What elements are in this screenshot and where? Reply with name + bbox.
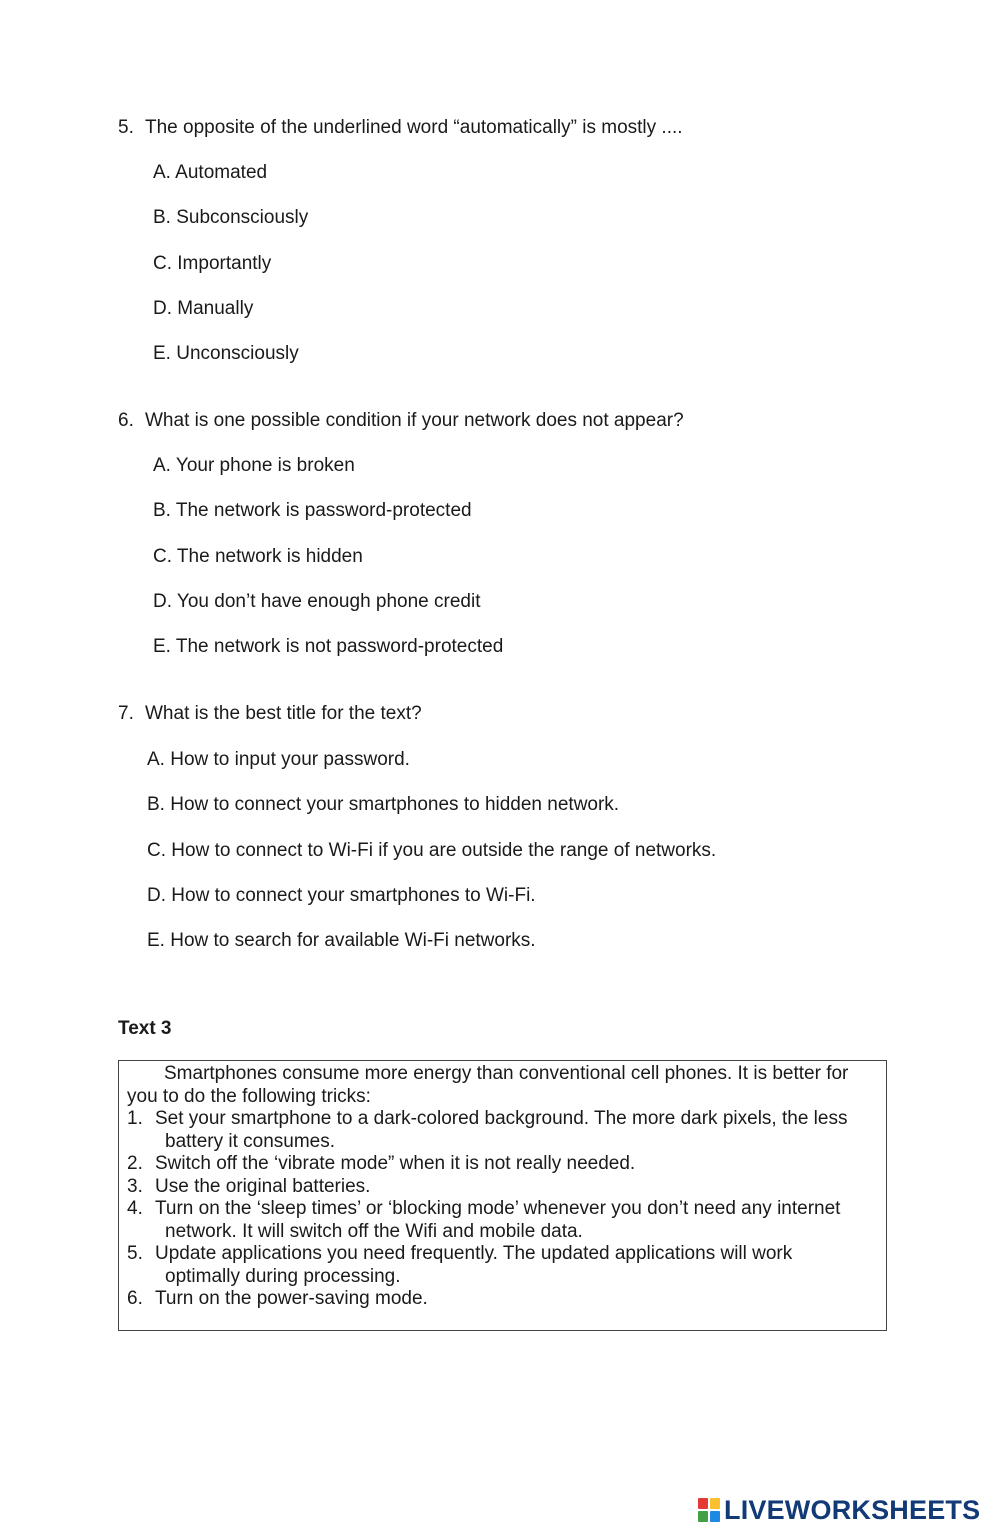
tip-number: 6. <box>127 1288 143 1309</box>
tip-line: Set your smartphone to a dark-colored background. The more dark pixels, the less <box>155 1108 848 1129</box>
tip-line-continued: network. It will switch off the Wifi and mobile data. <box>165 1220 583 1242</box>
option-7b[interactable]: B. How to connect your smartphones to hidden network. <box>147 794 620 815</box>
tip-number: 2. <box>127 1153 143 1174</box>
question-number: 7. <box>118 703 134 724</box>
tip-number: 4. <box>127 1198 143 1219</box>
option-5e[interactable]: E. Unconsciously <box>153 343 299 364</box>
tip-line-continued: battery it consumes. <box>165 1130 336 1152</box>
tip-line-continued: optimally during processing. <box>165 1265 401 1287</box>
tip-number: 3. <box>127 1175 143 1197</box>
option-6b[interactable]: B. The network is password-protected <box>153 500 472 521</box>
question-6 <box>118 410 684 432</box>
option-7d[interactable]: D. How to connect your smartphones to Wi-Fi. <box>147 885 536 906</box>
option-7a[interactable]: A. How to input your password. <box>147 749 410 770</box>
question-5 <box>118 117 683 139</box>
question-text: The opposite of the underlined word “automatically” is mostly .... <box>145 117 683 138</box>
tip-item <box>127 1108 878 1153</box>
tip-item <box>127 1153 878 1176</box>
question-text: What is the best title for the text? <box>145 703 422 724</box>
option-5d[interactable]: D. Manually <box>153 298 254 319</box>
tip-line: Update applications you need frequently. The updated applications will work <box>155 1243 793 1264</box>
tip-item <box>127 1176 878 1199</box>
text3-intro-line2: you to do the following tricks: <box>127 1085 371 1107</box>
option-6a[interactable]: A. Your phone is broken <box>153 455 355 476</box>
tip-line: Turn on the ‘sleep times’ or ‘blocking mode’ whenever you don’t need any internet <box>155 1198 841 1219</box>
option-5b[interactable]: B. Subconsciously <box>153 207 309 228</box>
option-6d[interactable]: D. You don’t have enough phone credit <box>153 591 481 612</box>
option-7e[interactable]: E. How to search for available Wi-Fi networks. <box>147 930 536 951</box>
text3-intro-line1: Smartphones consume more energy than conventional cell phones. It is better for <box>164 1063 849 1084</box>
question-number: 5. <box>118 117 134 138</box>
tip-number: 1. <box>127 1108 143 1129</box>
option-5c[interactable]: C. Importantly <box>153 253 272 274</box>
tip-item <box>127 1243 878 1288</box>
option-7c[interactable]: C. How to connect to Wi-Fi if you are outside the range of networks. <box>147 840 717 861</box>
tip-item <box>127 1198 878 1243</box>
question-text: What is one possible condition if your network does not appear? <box>145 410 684 431</box>
option-6c[interactable]: C. The network is hidden <box>153 546 363 567</box>
liveworksheets-logo-icon <box>698 1497 720 1523</box>
text3-reading-box <box>118 1060 887 1331</box>
question-number: 6. <box>118 410 134 431</box>
tip-line: Switch off the ‘vibrate mode” when it is not really needed. <box>155 1153 636 1174</box>
liveworksheets-logo[interactable] <box>698 1495 980 1525</box>
option-6e[interactable]: E. The network is not password-protected <box>153 636 504 657</box>
tip-number: 5. <box>127 1243 143 1264</box>
option-5a[interactable]: A. Automated <box>153 162 268 183</box>
question-7 <box>118 703 422 725</box>
liveworksheets-logo-text: LIVEWORKSHEETS <box>724 1494 981 1525</box>
tip-item <box>127 1288 878 1311</box>
tip-line: Use the original batteries. <box>155 1175 371 1197</box>
tip-line: Turn on the power-saving mode. <box>155 1288 428 1309</box>
text3-heading: Text 3 <box>118 1018 172 1039</box>
